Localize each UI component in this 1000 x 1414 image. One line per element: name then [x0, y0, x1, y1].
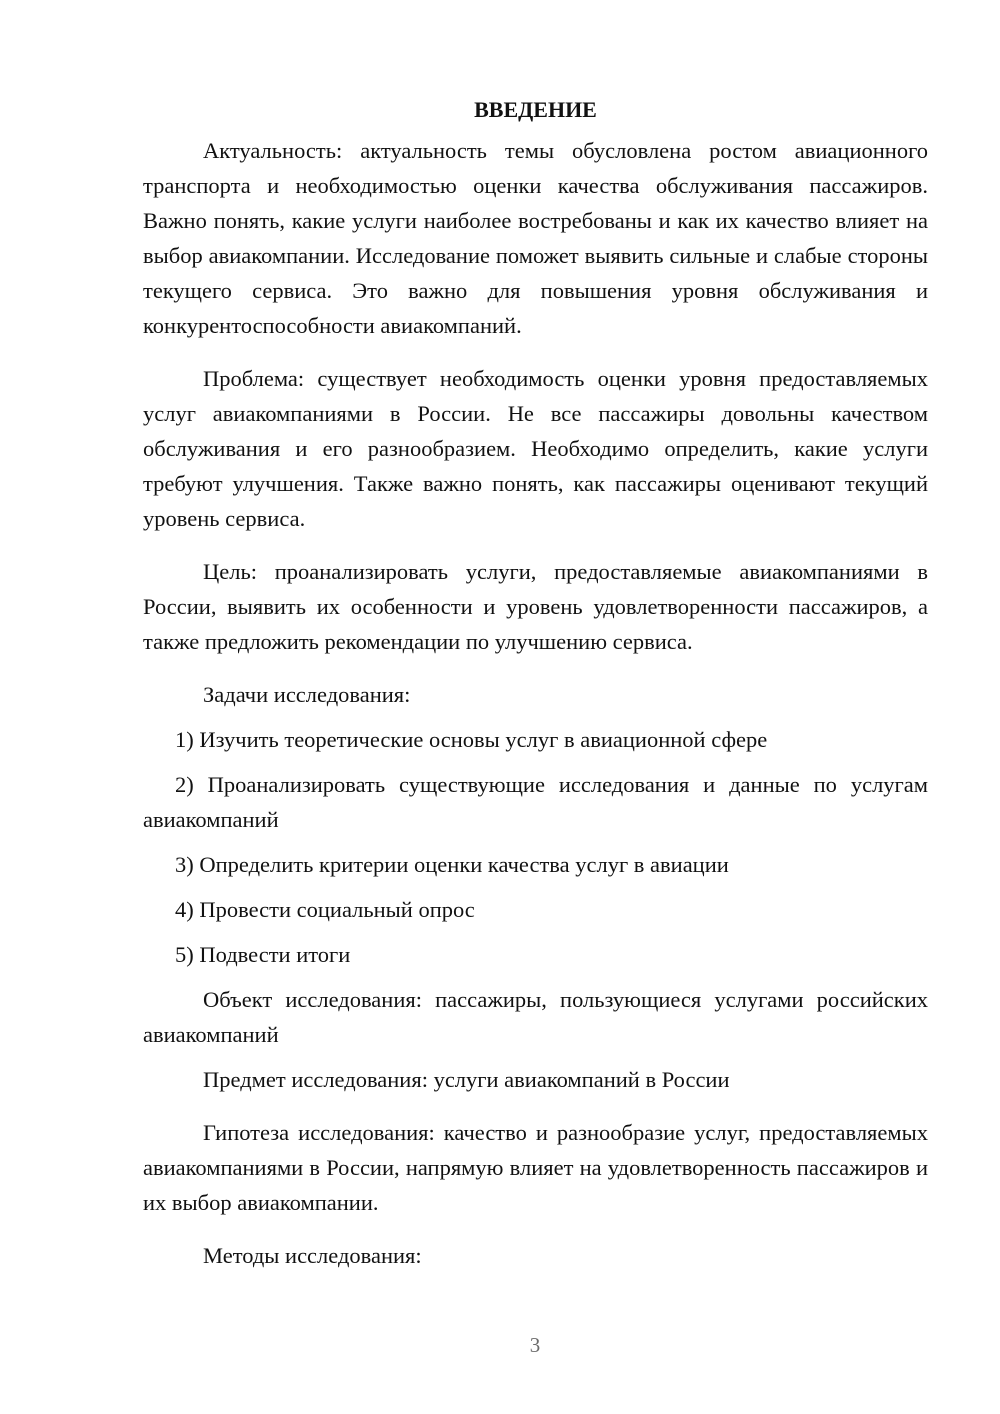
task-item: 3) Определить критерии оценки качества услуг в авиации	[175, 852, 729, 877]
task-item: 4) Провести социальный опрос	[175, 897, 475, 922]
methods-heading: Методы исследования:	[203, 1243, 422, 1268]
task-item: 5) Подвести итоги	[175, 942, 351, 967]
paragraph-problem: Проблема: существует необходимость оценки уровня предоставляемых услуг авиакомпаниями в России. Не все пассажиры довольны качеством обслуживания и его разнообразием. Необходимо определить, какие услуги требуют улучшения. Также важно понять, как пассажиры оценивают текущий уровень сервиса.	[143, 366, 928, 531]
paragraph-goal: Цель: проанализировать услуги, предоставляемые авиакомпаниями в России, выявить их особенности и уровень удовлетворенности пассажиров, а также предложить рекомендации по улучшению сервиса.	[143, 559, 928, 654]
task-item: 1) Изучить теоретические основы услуг в авиационной сфере	[175, 727, 768, 752]
task-item: 2) Проанализировать существующие исследования и данные по услугам авиакомпаний	[143, 772, 928, 832]
page-title: ВВЕДЕНИЕ	[474, 97, 597, 122]
paragraph-object: Объект исследования: пассажиры, пользующиеся услугами российских авиакомпаний	[143, 987, 928, 1047]
paragraph-relevance: Актуальность: актуальность темы обусловлена ростом авиационного транспорта и необходимостью оценки качества обслуживания пассажиров. Важно понять, какие услуги наиболее востребованы и как их качество влияет на выбор авиакомпании. Исследование поможет выявить сильные и слабые стороны текущего сервиса. Это важно для повышения уровня обслуживания и конкурентоспособности авиакомпаний.	[143, 138, 928, 338]
document-page	[143, 92, 928, 1291]
paragraph-hypothesis: Гипотеза исследования: качество и разнообразие услуг, предоставляемых авиакомпаниями в России, напрямую влияет на удовлетворенность пассажиров и их выбор авиакомпании.	[143, 1120, 928, 1215]
tasks-heading: Задачи исследования:	[203, 682, 411, 707]
paragraph-subject: Предмет исследования: услуги авиакомпаний в России	[203, 1067, 730, 1092]
page-number: 3	[529, 1333, 541, 1357]
